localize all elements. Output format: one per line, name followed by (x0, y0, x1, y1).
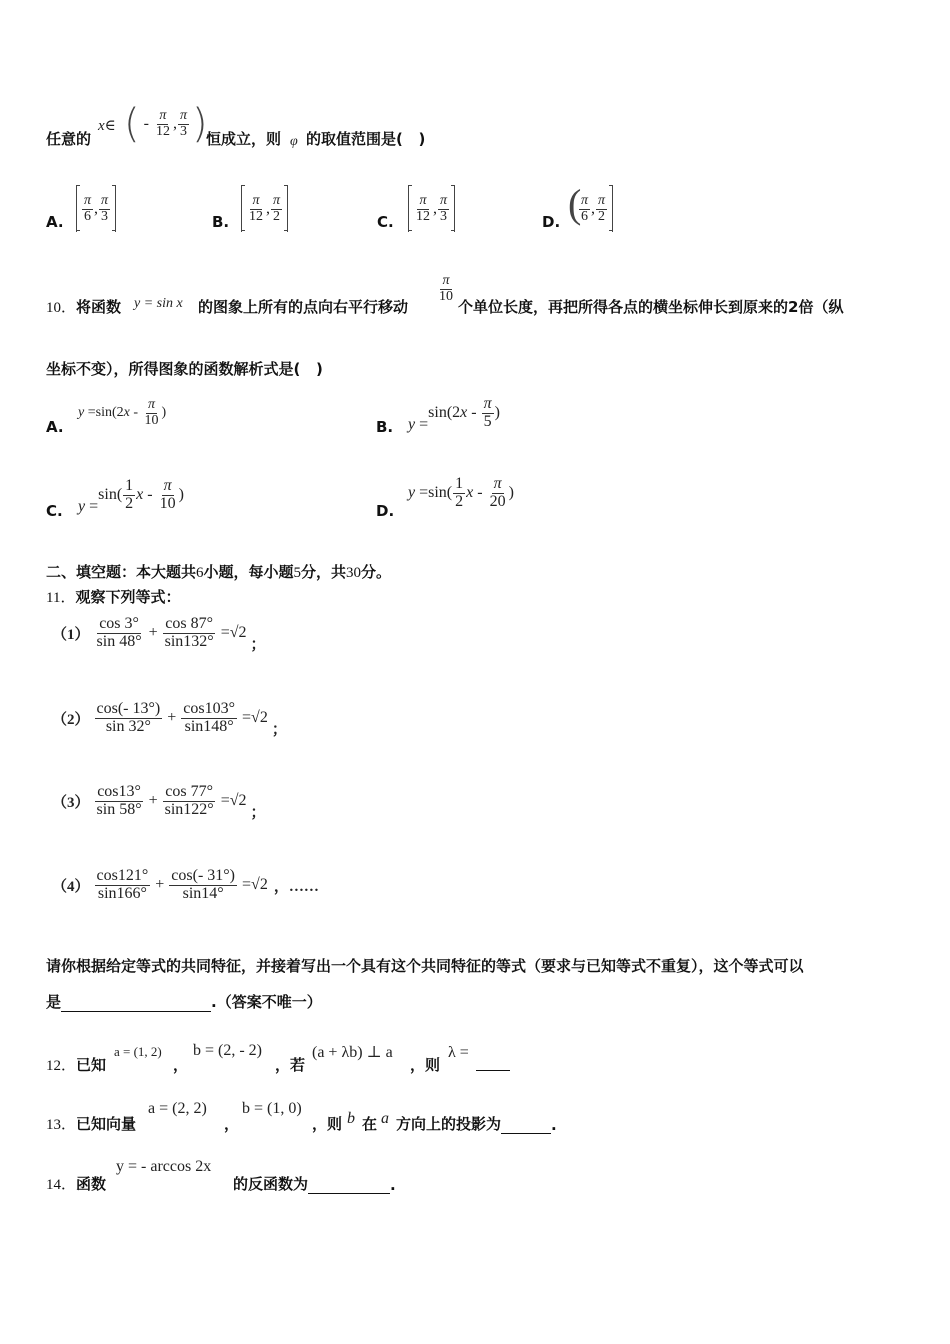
q14-answer-blank[interactable] (308, 1179, 390, 1194)
q9-set-expr: x∈ (98, 118, 116, 134)
q9-option-a-label[interactable]: A. (46, 213, 64, 231)
q12-label: 12．已知 (46, 1056, 107, 1074)
q10-text1: 将函数 (76, 298, 122, 316)
q10-text3: 个单位长度，再把所得各点的横坐标伸长到原来的2倍（纵 (458, 298, 844, 316)
q12-lambda: λ = (448, 1044, 469, 1061)
q13-b-symbol: b (347, 1110, 355, 1127)
q13-answer-blank[interactable] (501, 1119, 551, 1134)
q11-eq2: （2） $\frac{\cos(- 13^\circ)}{\sin 32^\circ}$ + $\frac{\cos 103^\circ}{\sin 148^\circ}$ = √2 ； (52, 700, 287, 738)
q13-text3: 在 (362, 1115, 378, 1133)
q11-eq1: （1） $\frac{\cos 3^\circ}{\sin 48^\circ}$ + $\frac{\cos 87^\circ}{\sin 132^\circ}$ = √2 ； (52, 615, 266, 653)
q13-vector-a: a = (2, 2) (148, 1100, 207, 1117)
q9-option-a-expr[interactable]: $\frac{\pi}{6}$ , $\frac{\pi}{3}$ (76, 186, 116, 232)
q12-vector-b: b = (2, - 2) (193, 1042, 263, 1059)
q10-number: 10． (46, 300, 77, 316)
q12-sep: ， (173, 1056, 189, 1074)
q9-suffix1: 恒成立，则 (206, 130, 282, 148)
q12-text3: ，则 (410, 1056, 441, 1074)
q9-option-d-label[interactable]: D. (542, 213, 561, 231)
q9-phi: φ (290, 134, 298, 149)
q10-shift: $\frac{\pi}{10}$ (439, 273, 453, 304)
q11-answer-blank[interactable] (61, 995, 211, 1012)
q10-option-b-expr[interactable]: y = sin(2 x - $\frac{\pi}{5}$ ) (408, 395, 500, 434)
q14-label: 14．函数 (46, 1175, 107, 1193)
q11-header: 11．观察下列等式： (46, 588, 181, 606)
q10-text2: 的图象上所有的点向右平行移动 (198, 298, 409, 316)
q13-sep: ， (224, 1115, 240, 1133)
q9-option-c-label[interactable]: C. (377, 213, 394, 231)
q13-text4: 方向上的投影为 . (396, 1115, 557, 1134)
q11-eq3: （3） $\frac{\cos 13^\circ}{\sin 58^\circ}$ + $\frac{\cos 77^\circ}{\sin 122^\circ}$ = √2 ； (52, 783, 266, 821)
q9-option-d-expr[interactable]: ( $\frac{\pi}{6}$ , $\frac{\pi}{2}$ (574, 186, 613, 232)
q12-text2: ，若 (275, 1056, 306, 1074)
q9-option-c-expr[interactable]: $\frac{\pi}{12}$ , $\frac{\pi}{3}$ (408, 186, 455, 232)
q11-eq4: （4） $\frac{\cos 121^\circ}{\sin 166^\circ}$ + $\frac{\cos(- 31^\circ)}{\sin 14^\circ}$ = √2 ，…… (52, 867, 319, 902)
q9-suffix2: 的取值范围是( ) (306, 130, 426, 148)
q10-option-c-expr[interactable]: y = sin( $\frac{1}{2}$ x - $\frac{\pi}{10}$ ) (78, 477, 184, 516)
q10-option-c-label[interactable]: C. (46, 502, 63, 520)
q12-condition: (a + λb) ⊥ a (312, 1044, 393, 1061)
q10-line2: 坐标不变），所得图象的函数解析式是( ) (46, 360, 323, 378)
q10-option-a-label[interactable]: A. (46, 418, 64, 436)
section2-heading: 二、填空题：本大题共6小题，每小题5分，共30分。 (46, 563, 392, 581)
q10-line1 (46, 296, 121, 317)
q10-func: y = sin x (134, 296, 183, 311)
q14-func: y = - arccos 2x (116, 1158, 212, 1175)
q9-option-b-label[interactable]: B. (212, 213, 230, 231)
q10-option-d-label[interactable]: D. (376, 502, 395, 520)
q11-prompt-line1: 请你根据给定等式的共同特征，并接着写出一个具有这个共同特征的等式（要求与已知等式不重复），这个等式可以 (46, 957, 804, 975)
q14-text2: 的反函数为 . (233, 1175, 396, 1194)
q10-option-d-expr[interactable]: y =sin( $\frac{1}{2}$ x - $\frac{\pi}{20}$ ) (408, 475, 514, 510)
q12-answer-blank[interactable] (476, 1056, 510, 1071)
q9-interval: ( - $\frac{\pi}{12}$ , $\frac{\pi}{3}$ ) (124, 101, 208, 147)
q9-option-b-expr[interactable]: $\frac{\pi}{12}$ , $\frac{\pi}{2}$ (241, 186, 288, 232)
q13-a-symbol: a (381, 1110, 389, 1127)
q10-option-b-label[interactable]: B. (376, 418, 394, 436)
q11-prompt-line2: 是 .（答案不唯一） (46, 993, 322, 1011)
q12-vector-a: a = (1, 2) (114, 1044, 162, 1059)
q13-label: 13．已知向量 (46, 1115, 137, 1133)
q9-prefix: 任意的 (46, 130, 92, 148)
q13-text2: ，则 (312, 1115, 343, 1133)
q13-vector-b: b = (1, 0) (242, 1100, 302, 1117)
q10-option-a-expr[interactable]: y =sin(2 x - $\frac{\pi}{10}$ ) (78, 397, 167, 428)
